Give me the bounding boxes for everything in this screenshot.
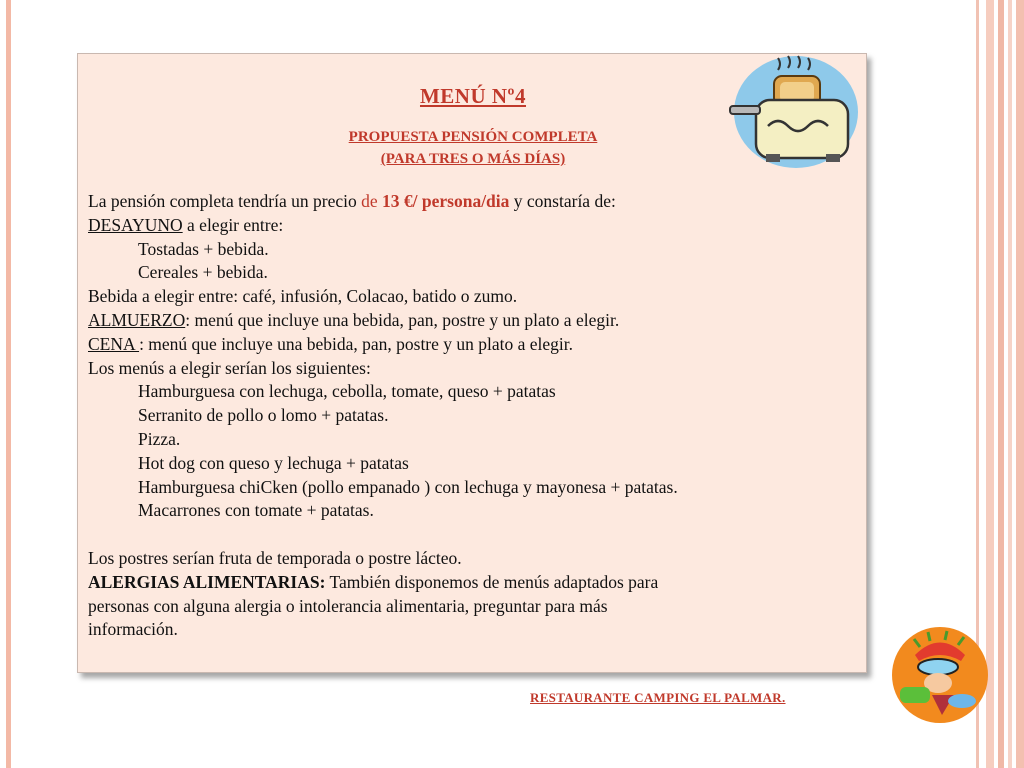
- drinks-line: Bebida a elegir entre: café, infusión, Colacao, batido o zumo.: [88, 286, 518, 307]
- breakfast-option: Tostadas + bebida.: [138, 238, 269, 259]
- allergy-text: También disponemos de menús adaptados para: [325, 571, 659, 592]
- menu-item: Hot dog con queso y lechuga + patatas: [138, 452, 409, 473]
- intro-post: y constaría de:: [509, 191, 616, 211]
- lunch-text: : menú que incluye una bebida, pan, postre y un plato a elegir.: [185, 309, 620, 330]
- desserts-line: Los postres serían fruta de temporada o postre lácteo.: [88, 547, 462, 568]
- menu-subtitle-1: PROPUESTA PENSIÓN COMPLETA: [348, 129, 598, 145]
- breakfast-line: [88, 214, 858, 238]
- lunch-label: ALMUERZO: [88, 309, 186, 330]
- allergy-line-2: personas con alguna alergia o intolerancia alimentaria, preguntar para más: [88, 595, 608, 616]
- camping-mascot-icon: [890, 625, 990, 725]
- breakfast-label: DESAYUNO: [88, 214, 183, 235]
- menu-item: Macarrones con tomate + patatas.: [138, 500, 374, 521]
- breakfast-text: a elegir entre:: [182, 214, 284, 235]
- menu-item: Pizza.: [138, 428, 181, 449]
- intro-pre: La pensión completa tendría un precio: [88, 191, 362, 211]
- intro-de: de: [361, 191, 383, 211]
- price: 13 €/ persona/dia: [382, 191, 510, 211]
- allergy-line: [88, 571, 858, 595]
- dinner-line: [88, 333, 858, 357]
- menu-subtitle-2: (PARA TRES O MÁS DÍAS): [380, 151, 566, 167]
- allergy-label: ALERGIAS ALIMENTARIAS:: [88, 571, 326, 592]
- spacer: [88, 523, 858, 547]
- dinner-label: CENA: [88, 333, 140, 354]
- footer-restaurant-name: RESTAURANTE CAMPING EL PALMAR.: [530, 690, 786, 705]
- dinner-text: : menú que incluye una bebida, pan, postre y un plato a elegir.: [139, 333, 574, 354]
- menu-item: Hamburguesa chiCken (pollo empanado ) con lechuga y mayonesa + patatas.: [138, 476, 678, 497]
- menu-item: Serranito de pollo o lomo + patatas.: [138, 405, 389, 426]
- menus-intro: Los menús a elegir serían los siguientes:: [88, 357, 371, 378]
- right-stripe: [1016, 0, 1024, 768]
- lunch-line: [88, 309, 858, 333]
- allergy-line-3: información.: [88, 619, 178, 640]
- menu-title: MENÚ Nº4: [419, 84, 526, 108]
- breakfast-option: Cereales + bebida.: [138, 262, 268, 283]
- left-border-decoration: [6, 0, 11, 768]
- right-stripe: [998, 0, 1004, 768]
- toaster-icon: [726, 54, 860, 172]
- menu-item: Hamburguesa con lechuga, cebolla, tomate, queso + patatas: [138, 381, 556, 402]
- right-stripe: [1008, 0, 1012, 768]
- menu-body: [88, 190, 858, 642]
- intro-line: [88, 190, 858, 214]
